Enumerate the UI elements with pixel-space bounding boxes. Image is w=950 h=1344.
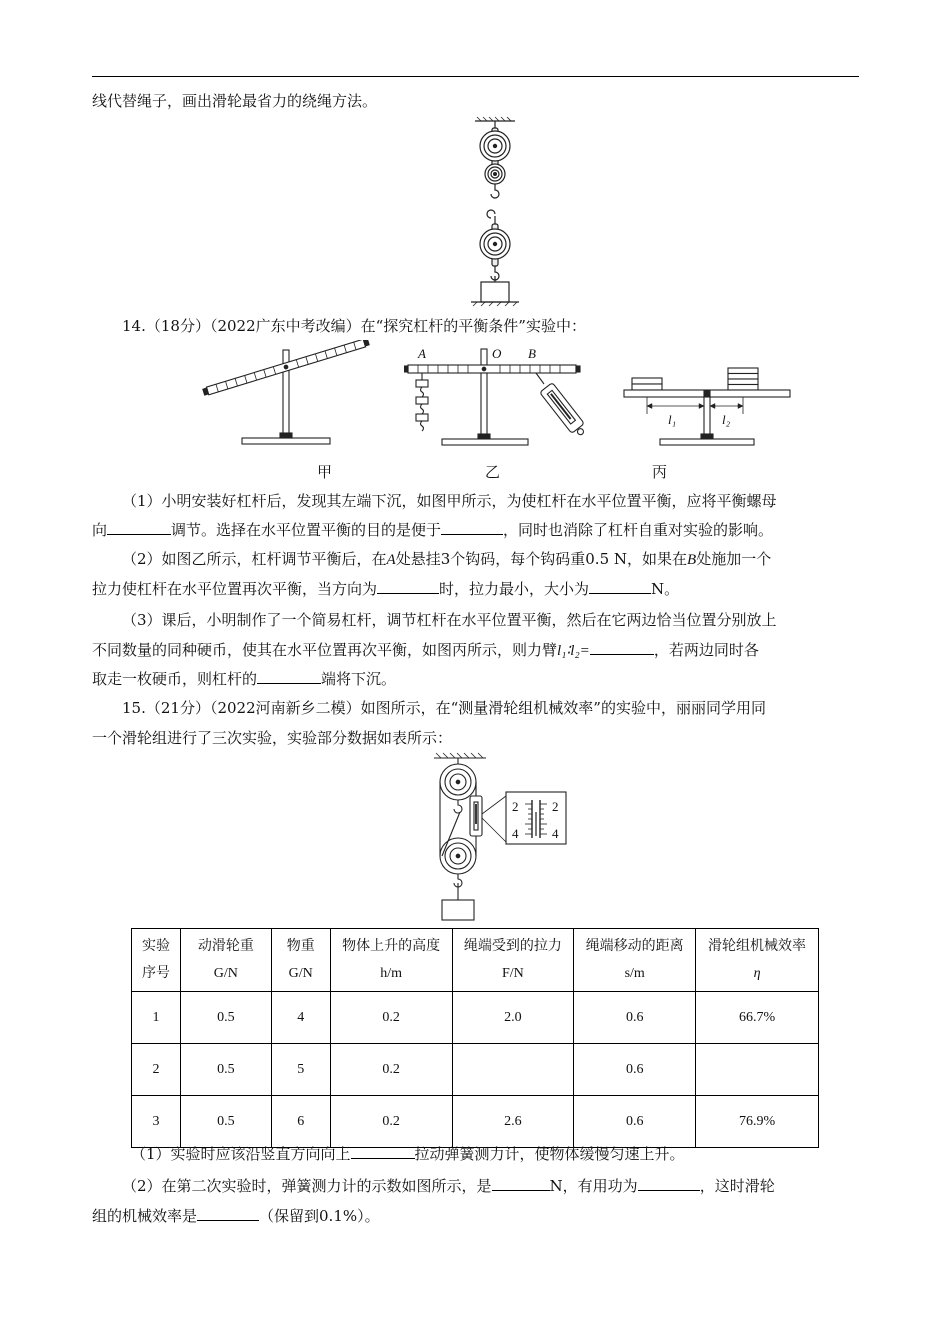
lever-figure-yi (404, 346, 596, 452)
table-row: 3 0.5 6 0.2 2.6 0.6 76.9% (132, 1096, 819, 1148)
q15-p1: （1）实验时应该沿竖直方向向上 拉动弹簧测力计，使物体缓慢匀速上升。 (131, 1145, 685, 1163)
q13-tail-text: 线代替绳子，画出滑轮最省力的绕绳方法。 (92, 92, 378, 110)
experiment-data-table (131, 928, 819, 1148)
table-header-cell: 绳端移动的距离 s/m (574, 929, 696, 992)
caption-yi: 乙 (485, 463, 501, 481)
q15-header-line1: 15.（21分）（2022河南新乡二模）如图所示，在“测量滑轮组机械效率”的实验中，丽丽同学用同 (122, 699, 766, 717)
q14-p3-line1: （3）课后，小明制作了一个简易杠杆，调节杠杆在水平位置平衡，然后在它两边恰当位置分别放上 (122, 611, 777, 629)
q14-p3-line2: 不同数量的同种硬币，使其在水平位置再次平衡，如图丙所示，则力臂l₁∶l₂= ，若两边同时各 (92, 641, 759, 659)
lever-figure-bing (620, 364, 796, 452)
q14-p2-line2: 拉力使杠杆在水平位置再次平衡，当方向为 时，拉力最小，大小为 N。 (92, 580, 680, 598)
answer-blank (351, 1144, 415, 1159)
lever-figure-jia (200, 340, 370, 452)
q14-p1-line2: 向 调节。选择在水平位置平衡的目的是便于 ，同时也消除了杠杆自重对实验的影响。 (92, 521, 774, 539)
label-a: A (418, 346, 426, 361)
table-header-cell: 物体上升的高度 h/m (330, 929, 452, 992)
label-b: B (528, 346, 536, 361)
q14-p1-line1: （1）小明安装好杠杆后，发现其左端下沉，如图甲所示，为使杠杆在水平位置平衡，应将平衡螺母 (122, 492, 777, 510)
table-row: 2 0.5 5 0.2 0.6 (132, 1044, 819, 1096)
label-o: O (492, 346, 502, 361)
q14-p3-line3: 取走一枚硬币，则杠杆的 端将下沉。 (92, 670, 397, 688)
answer-blank (638, 1176, 700, 1191)
q14-header: 14.（18分）（2022广东中考改编）在“探究杠杆的平衡条件”实验中： (122, 317, 586, 335)
pulley-group-figure-q15 (424, 752, 570, 922)
scale-label-br: 4 (552, 826, 559, 841)
label-l1: l₁ (668, 412, 677, 427)
top-rule (92, 76, 859, 77)
scale-label-tl: 2 (512, 799, 519, 814)
answer-blank (589, 579, 651, 594)
answer-blank (377, 579, 439, 594)
table-row: 1 0.5 4 0.2 2.0 0.6 66.7% (132, 992, 819, 1044)
answer-blank (441, 520, 503, 535)
table-header-cell: 动滑轮重 G/N (180, 929, 271, 992)
label-l2: l₂ (722, 412, 731, 427)
q15-p2-line2: 组的机械效率是 （保留到0.1%）。 (92, 1207, 380, 1225)
q15-header-line2: 一个滑轮组进行了三次实验，实验部分数据如表所示： (92, 729, 453, 747)
pulley-figure-q13 (465, 116, 525, 308)
answer-blank (107, 520, 171, 535)
table-header-cell: 物重 G/N (271, 929, 330, 992)
answer-blank (197, 1206, 259, 1221)
answer-blank (492, 1176, 550, 1191)
scale-label-bl: 4 (512, 826, 519, 841)
answer-blank (257, 669, 321, 684)
q15-p2-line1: （2）在第二次实验时，弹簧测力计的示数如图所示，是 N，有用功为 ，这时滑轮 (122, 1177, 775, 1195)
caption-bing: 丙 (652, 463, 668, 481)
table-header-cell: 绳端受到的拉力 F/N (452, 929, 574, 992)
table-header-row (132, 929, 819, 992)
table-header-cell: 实验 序号 (132, 929, 181, 992)
table-header-cell: 滑轮组机械效率 η (696, 929, 819, 992)
caption-jia: 甲 (317, 463, 333, 481)
scale-label-tr: 2 (552, 799, 559, 814)
answer-blank (590, 640, 654, 655)
q14-p2-line1: （2）如图乙所示，杠杆调节平衡后，在A处悬挂3个钩码，每个钩码重0.5 N，如果在B处施加一个 (122, 550, 772, 568)
